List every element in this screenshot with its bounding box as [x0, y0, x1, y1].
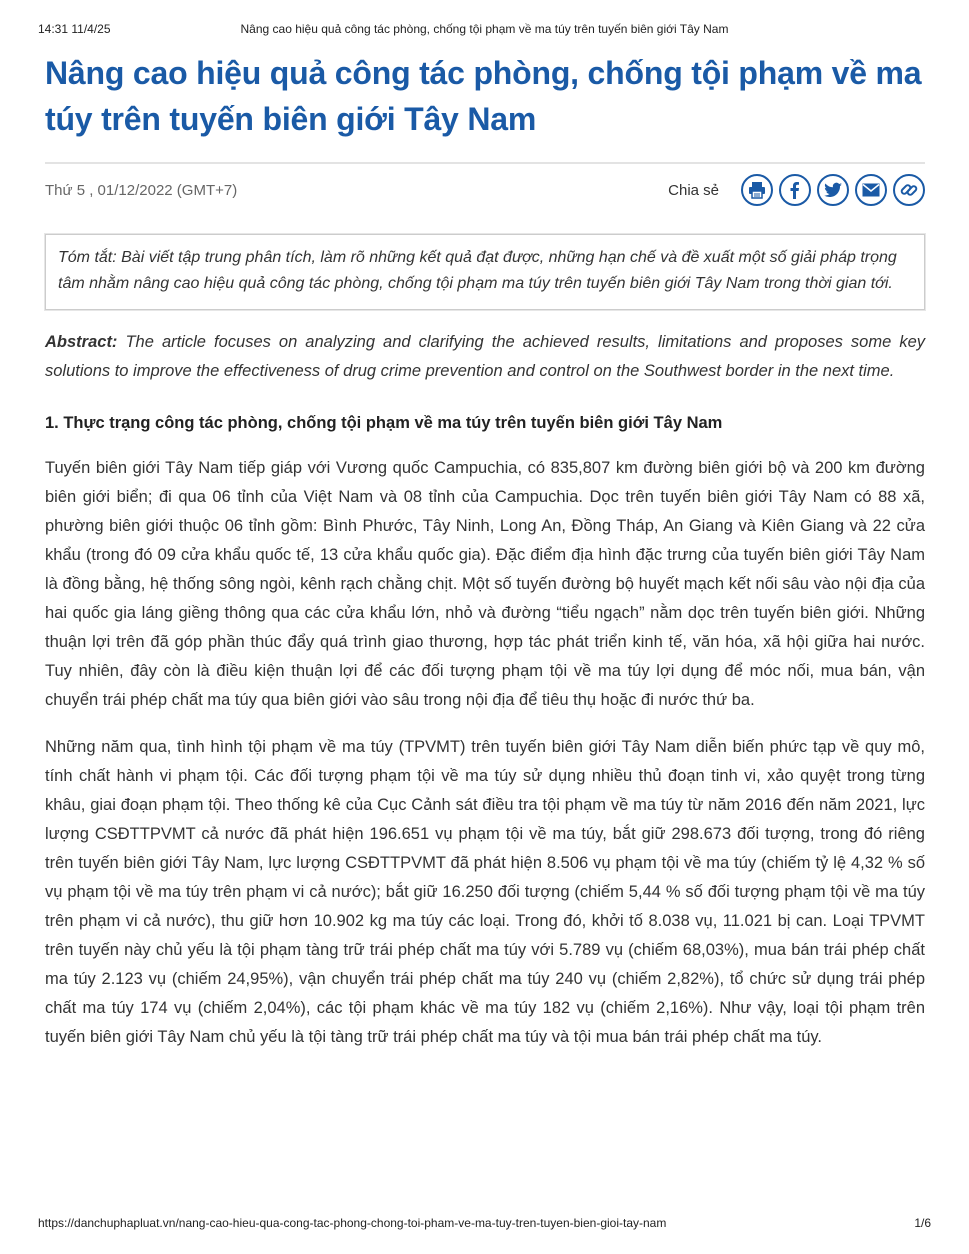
section-heading: 1. Thực trạng công tác phòng, chống tội phạm về ma túy trên tuyến biên giới Tây Nam	[45, 414, 723, 432]
print-button[interactable]	[741, 174, 773, 206]
print-icon	[747, 180, 767, 200]
abstract-text: The article focuses on analyzing and clarifying the achieved results, limitations and proposes some key solutions to improve the effectiveness of drug crime prevention and control on the Southwest border in the next time.	[45, 333, 925, 380]
body-paragraph: Tuyến biên giới Tây Nam tiếp giáp với Vương quốc Campuchia, có 835,807 km đường biên giới bộ và 200 km đường biên giới biển; đi qua 06 tỉnh của Việt Nam và 08 tỉnh của Campuchia. Dọc trên tuyến biên giới Tây Nam có 88 xã, phường biên giới thuộc 06 tỉnh gồm: Bình Phước, Tây Ninh, Long An, Đồng Tháp, An Giang và Kiên Giang và 22 cửa khẩu (trong đó 09 cửa khẩu quốc tế, 13 cửa khẩu quốc gia). Đặc điểm địa hình đặc trưng của tuyến biên giới Tây Nam là đồng bằng, hệ thống sông ngòi, kênh rạch chằng chịt. Một số tuyến đường bộ huyết mạch kết nối sâu vào nội địa của hai quốc gia láng giềng thông qua các cửa khẩu lớn, nhỏ và đường “tiểu ngạch” nằm dọc trên tuyến biên giới. Những thuận lợi trên đã góp phần thúc đẩy quá trình giao thương, hợp tác phát triển kinh tế, văn hóa, xã hội giữa hai nước. Tuy nhiên, đây còn là điều kiện thuận lợi để các đối tượng phạm tội về ma túy lợi dụng để móc nối, mua bán, vận chuyển trái phép chất ma túy qua biên giới vào sâu trong nội địa để tiêu thụ hoặc đi nước thứ ba.	[45, 459, 925, 709]
article-meta	[45, 162, 925, 216]
share-label: Chia sẻ	[668, 181, 719, 199]
article-summary: Tóm tắt: Bài viết tập trung phân tích, làm rõ những kết quả đạt được, những hạn chế và đề xuất một số giải pháp trọng tâm nhằm nâng cao hiệu quả công tác phòng, chống tội phạm ma túy trên tuyến biên giới Tây Nam trong thời gian tới.	[45, 234, 925, 310]
print-page-number: 1/6	[914, 1216, 931, 1230]
article-title: Nâng cao hiệu quả công tác phòng, chống tội phạm về ma túy trên tuyến biên giới Tây Nam	[45, 55, 922, 137]
print-page-title: Nâng cao hiệu quả công tác phòng, chống tội phạm về ma túy trên tuyến biên giới Tây Nam	[240, 22, 729, 36]
email-share-button[interactable]	[855, 174, 887, 206]
twitter-icon	[823, 180, 843, 200]
facebook-share-button[interactable]	[779, 174, 811, 206]
copy-link-button[interactable]	[893, 174, 925, 206]
print-footer	[38, 1216, 931, 1230]
article	[45, 50, 925, 1052]
print-header	[38, 22, 931, 36]
link-icon	[899, 180, 919, 200]
facebook-icon	[785, 180, 805, 200]
publish-date: Thứ 5 , 01/12/2022 (GMT+7)	[45, 181, 238, 199]
print-datetime: 14:31 11/4/25	[38, 22, 111, 36]
print-url: https://danchuphapluat.vn/nang-cao-hieu-qua-cong-tac-phong-chong-toi-pham-ve-ma-tuy-tren-tuyen-bien-gioi-tay-nam	[38, 1216, 667, 1230]
abstract-label: Abstract:	[45, 333, 118, 351]
share-bar	[668, 174, 925, 206]
body-paragraph: Những năm qua, tình hình tội phạm về ma túy (TPVMT) trên tuyến biên giới Tây Nam diễn biến phức tạp về quy mô, tính chất hành vi phạm tội. Các đối tượng phạm tội về ma túy sử dụng nhiều thủ đoạn tinh vi, xảo quyệt trong từng khâu, giai đoạn phạm tội. Theo thống kê của Cục Cảnh sát điều tra tội phạm về ma túy từ năm 2016 đến năm 2021, lực lượng CSĐTTPVMT cả nước đã phát hiện 196.651 vụ phạm tội về ma túy, bắt giữ 298.673 đối tượng, trong đó riêng trên tuyến biên giới Tây Nam, lực lượng CSĐTTPVMT đã phát hiện 8.506 vụ phạm tội về ma túy (chiếm tỷ lệ 4,32 % số vụ phạm tội về ma túy trên phạm vi cả nước); bắt giữ 16.250 đối tượng (chiếm 5,44 % số đối tượng phạm tội về ma túy trên phạm vi cả nước), thu giữ hơn 10.902 kg ma túy các loại. Trong đó, khởi tố 8.038 vụ, 11.021 bị can. Loại TPVMT trên tuyến này chủ yếu là tội phạm tàng trữ trái phép chất ma túy với 5.789 vụ (chiếm 68,03%), mua bán trái phép chất ma túy 2.123 vụ (chiếm 24,95%), vận chuyển trái phép chất ma túy 240 vụ (chiếm 2,82%), tổ chức sử dụng trái phép chất ma túy 174 vụ (chiếm 2,04%), các tội phạm khác về ma túy 182 vụ (chiếm 2,16%). Như vậy, loại tội phạm trên tuyến biên giới Tây Nam chủ yếu là tội tàng trữ trái phép chất ma túy và tội mua bán trái phép chất ma túy.	[45, 738, 925, 1046]
twitter-share-button[interactable]	[817, 174, 849, 206]
email-icon	[861, 180, 881, 200]
article-abstract	[45, 328, 925, 386]
